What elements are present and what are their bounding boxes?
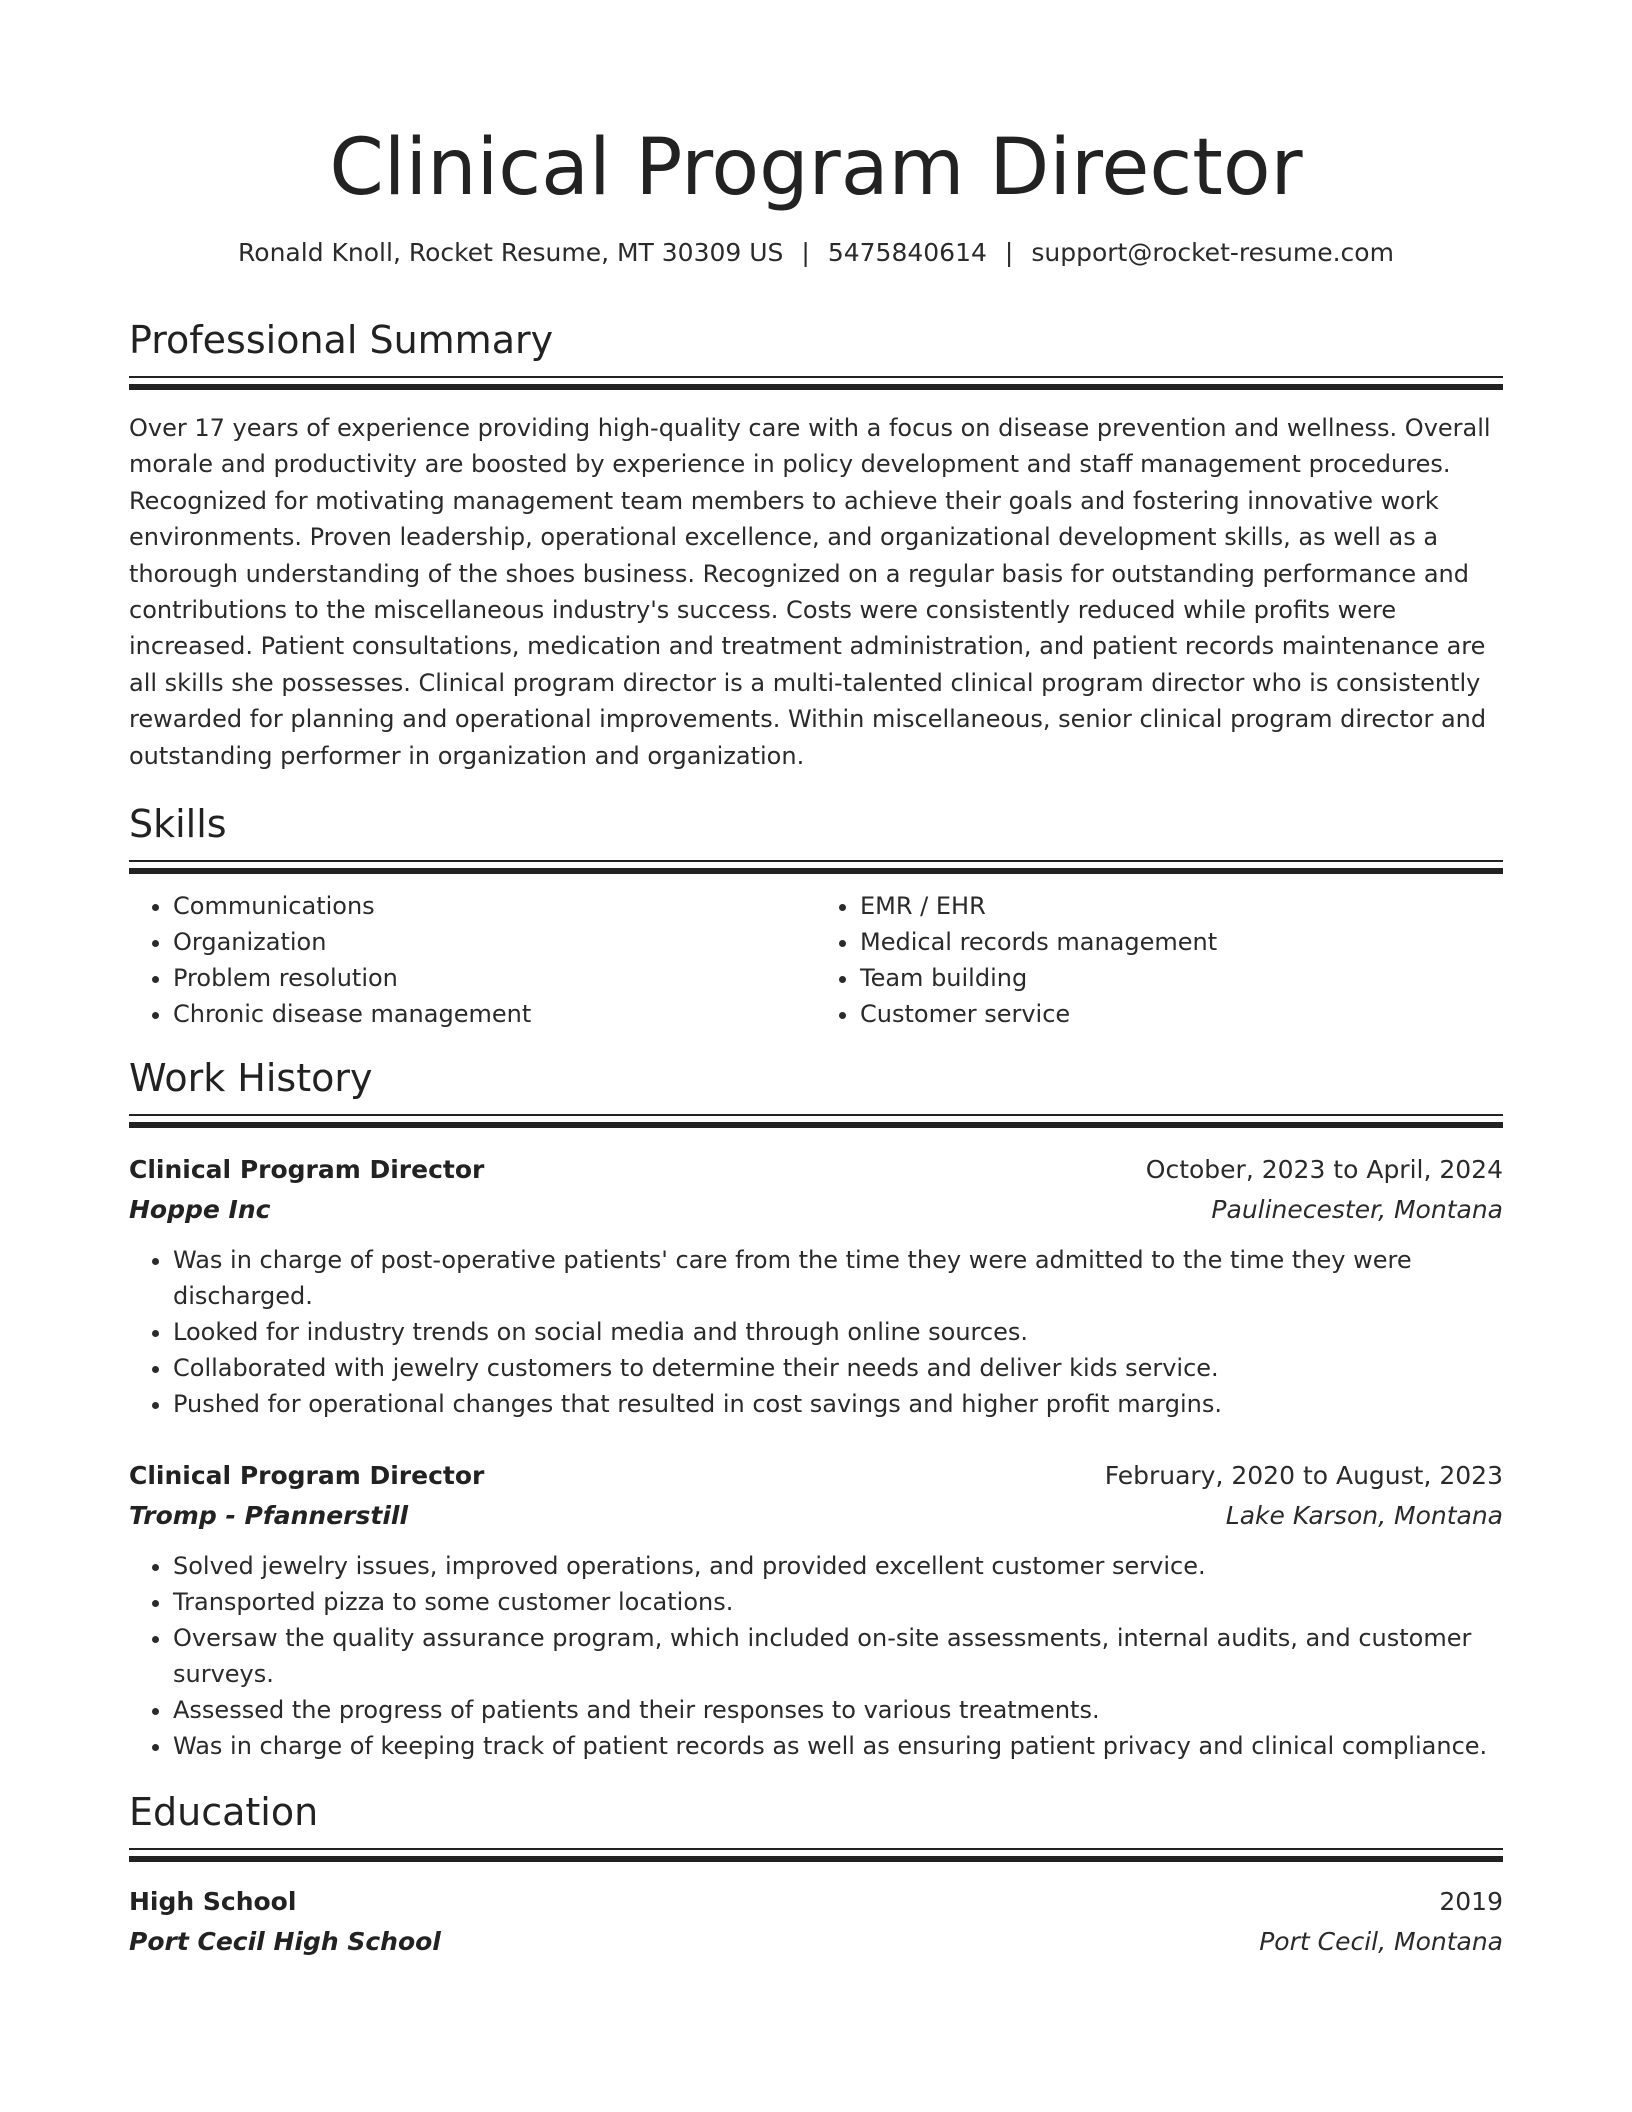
resume-title: Clinical Program Director	[329, 123, 1303, 213]
job-bullet: • Assessed the progress of patients and their responses to various treatments.	[173, 1692, 1503, 1728]
job-bullet: • Solved jewelry issues, improved operations, and provided excellent customer service.	[173, 1548, 1503, 1584]
skill-item: • Team building	[860, 960, 1503, 996]
contact-phone: 5475840614	[827, 238, 987, 267]
section-divider	[129, 376, 1503, 378]
job-location: Paulinecester, Montana	[1211, 1195, 1503, 1225]
education-section	[129, 1788, 1503, 1962]
skills-list	[129, 888, 1503, 1032]
job-company: Tromp - Pfannerstill	[129, 1501, 409, 1531]
job-location: Lake Karson, Montana	[1225, 1501, 1503, 1531]
job-bullet: • Pushed for operational changes that resulted in cost savings and higher profit margins.	[173, 1386, 1503, 1422]
skill-item: • Chronic disease management	[173, 996, 816, 1032]
job-title: Clinical Program Director	[129, 1461, 485, 1491]
job-bullet: • Looked for industry trends on social media and through online sources.	[173, 1314, 1503, 1350]
skill-item: • Problem resolution	[173, 960, 816, 996]
contact-address: Ronald Knoll, Rocket Resume, MT 30309 US	[238, 238, 784, 267]
education-degree: High School	[129, 1887, 297, 1917]
section-divider	[129, 860, 1503, 862]
skills-heading: Skills	[129, 802, 227, 847]
job-bullet: • Transported pizza to some customer locations.	[173, 1584, 1503, 1620]
job-bullets	[129, 1242, 1503, 1422]
job-entry	[129, 1150, 1503, 1422]
education-entry	[129, 1882, 1503, 1962]
section-divider	[129, 1848, 1503, 1850]
contact-separator: |	[801, 238, 810, 267]
education-location: Port Cecil, Montana	[1259, 1927, 1503, 1957]
job-bullet: • Oversaw the quality assurance program, which included on-site assessments, internal audits, and customer surveys.	[173, 1620, 1503, 1692]
contact-line	[129, 236, 1503, 270]
work-section	[129, 1054, 1503, 1764]
work-heading: Work History	[129, 1056, 373, 1101]
job-bullet: • Was in charge of keeping track of patient records as well as ensuring patient privacy and clinical compliance.	[173, 1728, 1503, 1764]
job-bullet: • Was in charge of post-operative patients' care from the time they were admitted to the time they were discharged.	[173, 1242, 1503, 1314]
contact-email: support@rocket-resume.com	[1031, 238, 1394, 267]
job-company: Hoppe Inc	[129, 1195, 271, 1225]
skills-column-left	[129, 888, 816, 1032]
skill-item: • Customer service	[860, 996, 1503, 1032]
summary-heading: Professional Summary	[129, 318, 554, 362]
education-heading: Education	[129, 1790, 319, 1835]
skill-item: • Organization	[173, 924, 816, 960]
job-dates: October, 2023 to April, 2024	[1145, 1155, 1503, 1185]
education-year: 2019	[1439, 1887, 1503, 1917]
skills-section	[129, 800, 1503, 1032]
summary-section	[129, 316, 1503, 774]
education-school: Port Cecil High School	[129, 1927, 441, 1957]
section-divider	[129, 1114, 1503, 1116]
contact-separator: |	[1004, 238, 1014, 267]
job-bullets	[129, 1548, 1503, 1764]
job-title: Clinical Program Director	[129, 1155, 485, 1185]
summary-text: Over 17 years of experience providing high-quality care with a focus on disease prevention and wellness. Overall morale and productivity are boosted by experience in policy development and staff management procedures. Recognized for motivating management team members to achieve their goals and fostering innovative work environments. Proven leadership, operational excellence, and organizational development skills, as well as a thorough understanding of the shoes business. Recognized on a regular basis for outstanding performance and contributions to the miscellaneous industry's success. Costs were consistently reduced while profits were increased. Patient consultations, medication and treatment administration, and patient records maintenance are all skills she possesses. Clinical program director is a multi-talented clinical program director who is consistently rewarded for planning and operational improvements. Within miscellaneous, senior clinical program director and outstanding performer in organization and organization.	[129, 414, 1491, 770]
job-dates: February, 2020 to August, 2023	[1104, 1461, 1503, 1491]
skills-column-right	[816, 888, 1503, 1032]
job-bullet: • Collaborated with jewelry customers to determine their needs and deliver kids service.	[173, 1350, 1503, 1386]
job-entry	[129, 1456, 1503, 1764]
skill-item: • Medical records management	[860, 924, 1503, 960]
skill-item: • Communications	[173, 888, 816, 924]
skill-item: • EMR / EHR	[860, 888, 1503, 924]
